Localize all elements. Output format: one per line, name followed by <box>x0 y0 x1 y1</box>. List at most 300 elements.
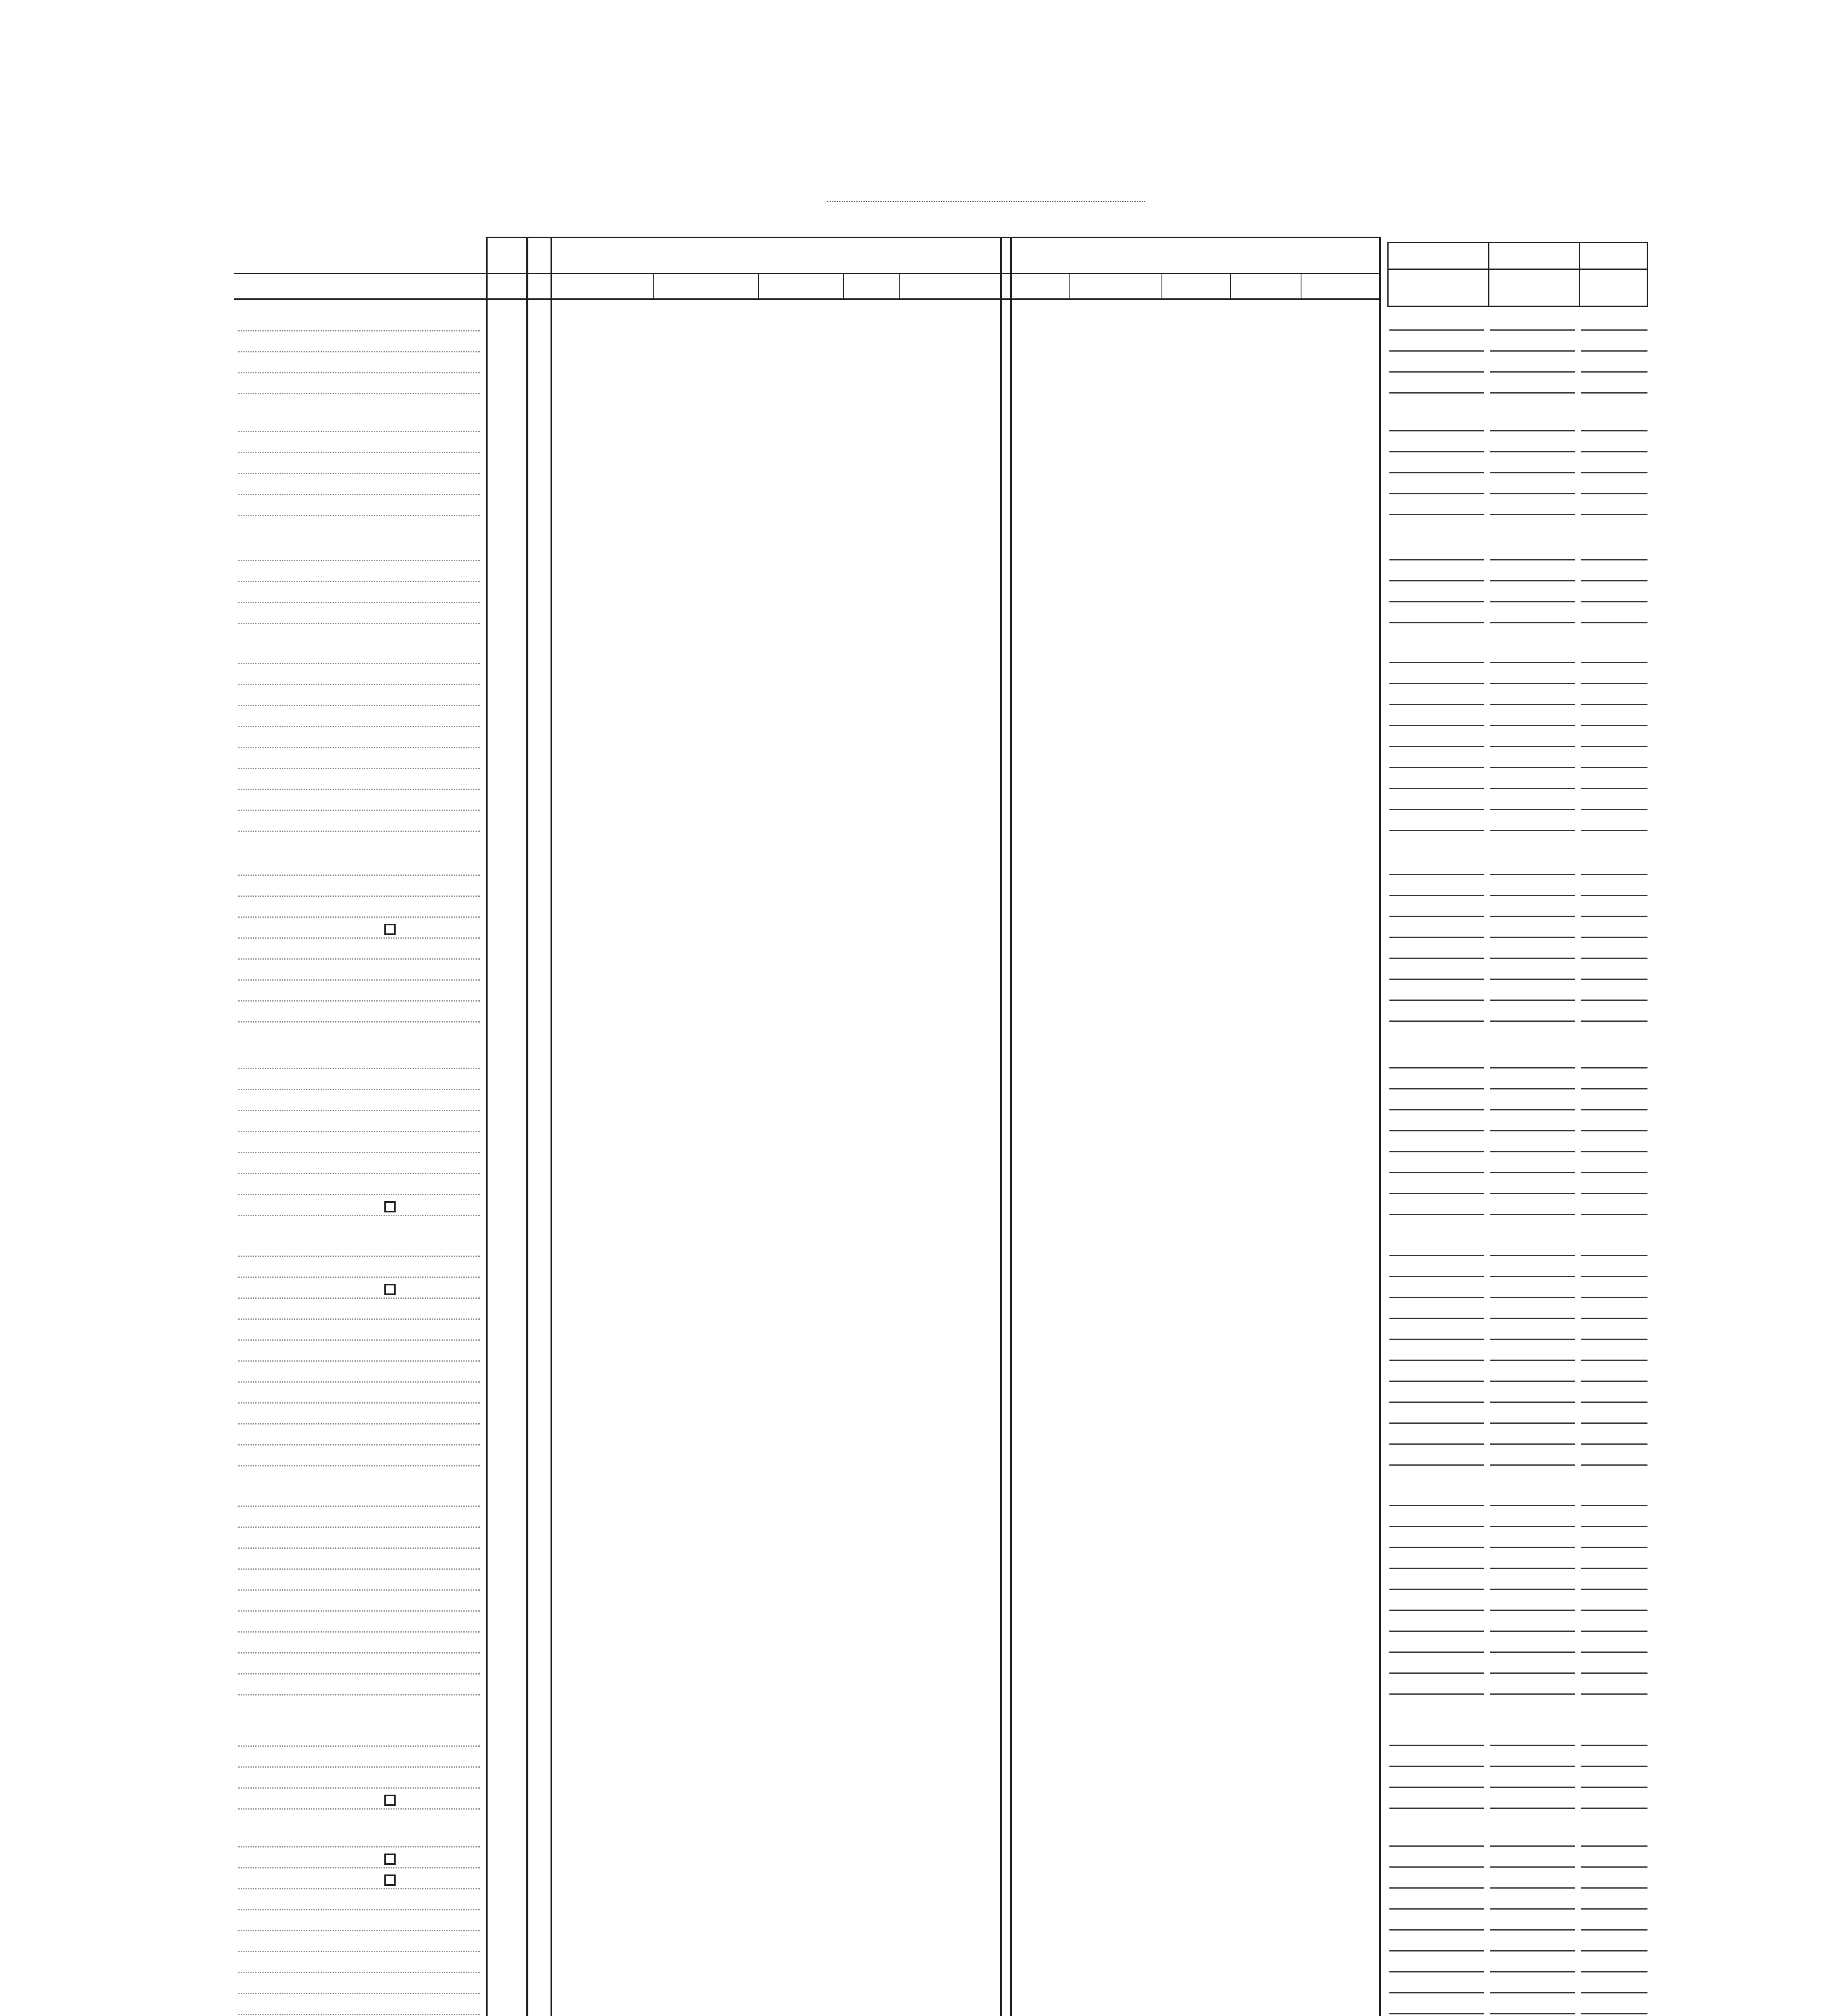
leader-dots <box>238 452 480 453</box>
leader-dots <box>238 1888 480 1889</box>
entry-underline <box>1389 958 1484 959</box>
entry-underline <box>1581 1693 1647 1695</box>
entry-underline <box>1490 1443 1575 1445</box>
leader-dots <box>238 560 480 561</box>
entry-underline <box>1389 1214 1484 1215</box>
leader-dots <box>238 581 480 582</box>
entry-underline <box>1581 451 1647 452</box>
leader-dots <box>238 875 480 876</box>
group-divider-line <box>1000 237 1002 2016</box>
entry-underline <box>1490 979 1575 980</box>
entry-underline <box>1581 1589 1647 1590</box>
entry-underline <box>1490 662 1575 663</box>
entry-underline <box>1490 1109 1575 1110</box>
entry-underline <box>1581 1610 1647 1611</box>
leader-dots <box>238 1951 480 1952</box>
leader-dots <box>238 1527 480 1528</box>
leader-dots <box>238 1993 480 1994</box>
entry-underline <box>1490 1589 1575 1590</box>
leader-dots <box>238 1339 480 1341</box>
entry-underline <box>1581 1568 1647 1569</box>
entry-underline <box>1389 1887 1484 1889</box>
entry-underline <box>1581 1402 1647 1403</box>
group15-left-line <box>1010 237 1012 2016</box>
leader-dots <box>238 1318 480 1320</box>
entry-underline <box>1490 1908 1575 1910</box>
leader-dots <box>238 1631 480 1633</box>
entry-underline <box>1490 1745 1575 1746</box>
entry-underline <box>1389 1339 1484 1340</box>
entry-underline <box>1490 937 1575 938</box>
entry-underline <box>1389 601 1484 602</box>
entry-underline <box>1490 1151 1575 1152</box>
entry-underline <box>1490 1766 1575 1767</box>
entry-underline <box>1389 683 1484 684</box>
entry-underline <box>1490 1402 1575 1403</box>
entry-underline <box>1490 788 1575 789</box>
entry-underline <box>1389 1464 1484 1466</box>
leader-dots <box>238 810 480 811</box>
entry-underline <box>1490 1568 1575 1569</box>
entry-underline <box>1490 2013 1575 2014</box>
entry-underline <box>1581 809 1647 810</box>
leader-dots <box>238 1808 480 1810</box>
leader-dots <box>238 1568 480 1570</box>
leader-dots <box>238 1068 480 1069</box>
entry-underline <box>1581 350 1647 352</box>
leader-dots <box>238 831 480 832</box>
entry-underline <box>1389 767 1484 768</box>
leader-dots <box>238 1652 480 1654</box>
entry-underline <box>1581 371 1647 373</box>
leader-dots <box>238 916 480 918</box>
leader-dots <box>238 623 480 624</box>
entry-underline <box>1389 1297 1484 1298</box>
entry-underline <box>1490 472 1575 473</box>
entry-underline <box>1581 1672 1647 1674</box>
col-sep <box>1069 273 1070 300</box>
leader-dots <box>238 372 480 373</box>
entry-underline <box>1490 895 1575 896</box>
entry-underline <box>1581 1971 1647 1972</box>
entry-underline <box>1581 514 1647 515</box>
entry-underline <box>1490 1526 1575 1527</box>
entry-underline <box>1490 1020 1575 1022</box>
entry-underline <box>1581 916 1647 917</box>
leader-dots <box>238 1465 480 1466</box>
entry-underline <box>1581 1067 1647 1068</box>
entry-underline <box>1490 1318 1575 1319</box>
leader-dots <box>238 1173 480 1174</box>
entry-underline <box>1490 371 1575 373</box>
entry-underline <box>1490 1276 1575 1277</box>
entry-underline <box>1490 1672 1575 1674</box>
entry-underline <box>1581 1339 1647 1340</box>
entry-underline <box>1389 725 1484 726</box>
entry-underline <box>1490 1000 1575 1001</box>
leader-dots <box>238 494 480 495</box>
leader-dots <box>238 431 480 432</box>
entry-underline <box>1490 1887 1575 1889</box>
entry-underline <box>1581 1088 1647 1089</box>
entry-underline <box>1490 350 1575 352</box>
entry-underline <box>1490 958 1575 959</box>
entry-underline <box>1581 1381 1647 1382</box>
entry-underline <box>1389 1631 1484 1632</box>
entry-underline <box>1389 662 1484 663</box>
extra-mid-rule <box>1387 269 1647 270</box>
entry-underline <box>1490 1610 1575 1611</box>
entry-underline <box>1581 1808 1647 1809</box>
entry-underline <box>1490 559 1575 560</box>
entry-underline <box>1389 830 1484 831</box>
extra-bottom-rule <box>1387 306 1647 307</box>
leader-dots <box>238 958 480 960</box>
height-column-left-line <box>486 237 488 2016</box>
entry-underline <box>1389 329 1484 331</box>
entry-underline <box>1490 430 1575 431</box>
iii-column-right-line <box>551 237 552 2016</box>
leader-dots <box>238 1021 480 1023</box>
leader-dots <box>238 1930 480 1931</box>
entry-underline <box>1490 1360 1575 1361</box>
leader-dots <box>238 1589 480 1591</box>
entry-underline <box>1389 1151 1484 1152</box>
leader-dots <box>238 789 480 790</box>
entry-underline <box>1581 1318 1647 1319</box>
entry-underline <box>1389 350 1484 352</box>
entry-underline <box>1581 1631 1647 1632</box>
entry-underline <box>1581 1766 1647 1767</box>
entry-underline <box>1490 1631 1575 1632</box>
entry-underline <box>1389 371 1484 373</box>
square-marker <box>384 1854 396 1865</box>
extra-divider-2 <box>1579 242 1580 307</box>
leader-dots <box>238 896 480 897</box>
entry-underline <box>1581 1214 1647 1215</box>
extra-divider-1 <box>1488 242 1489 307</box>
entry-underline <box>1389 622 1484 623</box>
entry-underline <box>1389 874 1484 875</box>
entry-underline <box>1389 1109 1484 1110</box>
leader-dots <box>238 1846 480 1847</box>
entry-underline <box>1581 2013 1647 2014</box>
column-header-rule <box>234 298 1381 300</box>
entry-underline <box>1490 1422 1575 1424</box>
leader-dots <box>238 979 480 981</box>
leader-dots <box>238 1215 480 1216</box>
col-sep <box>899 273 900 300</box>
entry-underline <box>1581 1193 1647 1194</box>
entry-underline <box>1581 1443 1647 1445</box>
leader-dots <box>238 937 480 939</box>
entry-underline <box>1490 1193 1575 1194</box>
entry-underline <box>1389 1422 1484 1424</box>
height-column-right-line <box>526 237 528 2016</box>
entry-underline <box>1389 1845 1484 1847</box>
entry-underline <box>1581 683 1647 684</box>
extra-left-line <box>1387 242 1389 307</box>
entry-underline <box>1490 767 1575 768</box>
entry-underline <box>1581 493 1647 494</box>
entry-underline <box>1389 472 1484 473</box>
entry-underline <box>1389 1808 1484 1809</box>
leader-dots <box>238 1766 480 1768</box>
entry-underline <box>1389 392 1484 394</box>
entry-underline <box>1581 662 1647 663</box>
entry-underline <box>1490 1787 1575 1788</box>
entry-underline <box>1581 580 1647 581</box>
col-sep <box>843 273 844 300</box>
leader-dots <box>238 1381 480 1383</box>
entry-underline <box>1490 1652 1575 1653</box>
leader-dots <box>238 1194 480 1195</box>
entry-underline <box>1490 1866 1575 1868</box>
entry-underline <box>1490 1693 1575 1695</box>
leader-dots <box>238 726 480 727</box>
leader-dots <box>238 684 480 685</box>
entry-underline <box>1389 1992 1484 1993</box>
entry-underline <box>1581 725 1647 726</box>
extra-right-line <box>1647 242 1648 307</box>
entry-underline <box>1581 1992 1647 1993</box>
entry-underline <box>1581 1130 1647 1131</box>
leader-dots <box>238 663 480 664</box>
leader-dots <box>238 1972 480 1973</box>
entry-underline <box>1389 979 1484 980</box>
entry-underline <box>1581 874 1647 875</box>
entry-underline <box>1389 1526 1484 1527</box>
leader-dots <box>238 473 480 474</box>
entry-underline <box>1389 1443 1484 1445</box>
entry-underline <box>1581 1866 1647 1868</box>
entry-underline <box>1490 1505 1575 1506</box>
entry-underline <box>1490 580 1575 581</box>
leader-dots <box>238 747 480 748</box>
group-header-rule <box>234 273 1381 274</box>
leader-dots <box>238 1547 480 1549</box>
entry-underline <box>1581 1255 1647 1256</box>
entry-underline <box>1581 1547 1647 1548</box>
leader-dots <box>238 1444 480 1445</box>
entry-underline <box>1581 601 1647 602</box>
leader-dots <box>238 1867 480 1868</box>
leader-dots <box>238 1506 480 1507</box>
leader-dots <box>238 330 480 331</box>
entry-underline <box>1389 1610 1484 1611</box>
col-sep <box>758 273 759 300</box>
entry-underline <box>1581 1020 1647 1022</box>
entry-underline <box>1389 1929 1484 1931</box>
square-marker <box>384 1284 396 1295</box>
leader-dots <box>238 1610 480 1612</box>
entry-underline <box>1581 1172 1647 1173</box>
entry-underline <box>1490 1214 1575 1215</box>
square-marker <box>384 1874 396 1886</box>
entry-underline <box>1490 809 1575 810</box>
entry-underline <box>1490 1130 1575 1131</box>
table-right-line <box>1379 237 1381 2016</box>
entry-underline <box>1581 704 1647 705</box>
entry-underline <box>1581 1151 1647 1152</box>
entry-underline <box>1490 1067 1575 1068</box>
entry-underline <box>1581 1526 1647 1527</box>
leader-dots <box>238 1131 480 1132</box>
entry-underline <box>1389 1088 1484 1089</box>
entry-underline <box>1490 1992 1575 1993</box>
entry-underline <box>1581 979 1647 980</box>
entry-underline <box>1581 788 1647 789</box>
leader-dots <box>238 351 480 352</box>
entry-underline <box>1581 1745 1647 1746</box>
leader-dots <box>238 602 480 603</box>
entry-underline <box>1389 1276 1484 1277</box>
col-sep <box>1230 273 1231 300</box>
entry-underline <box>1389 1318 1484 1319</box>
entry-underline <box>1389 580 1484 581</box>
entry-underline <box>1389 1381 1484 1382</box>
entry-underline <box>1389 1589 1484 1590</box>
entry-underline <box>1389 1020 1484 1022</box>
entry-underline <box>1581 937 1647 938</box>
entry-underline <box>1490 1547 1575 1548</box>
leader-dots <box>238 768 480 769</box>
entry-underline <box>1490 1971 1575 1972</box>
entry-underline <box>1389 493 1484 494</box>
entry-underline <box>1389 1908 1484 1910</box>
entry-underline <box>1389 1402 1484 1403</box>
leader-dots <box>238 393 480 394</box>
col-sep <box>653 273 654 300</box>
entry-underline <box>1389 1766 1484 1767</box>
entry-underline <box>1490 1464 1575 1466</box>
leader-dots <box>238 1110 480 1111</box>
entry-underline <box>1581 1929 1647 1931</box>
entry-underline <box>1389 937 1484 938</box>
entry-underline <box>1581 1505 1647 1506</box>
entry-underline <box>1581 767 1647 768</box>
entry-underline <box>1389 1255 1484 1256</box>
leader-dots <box>238 1673 480 1674</box>
entry-underline <box>1389 1505 1484 1506</box>
entry-underline <box>1389 2013 1484 2014</box>
entry-underline <box>1389 1067 1484 1068</box>
entry-underline <box>1389 1950 1484 1951</box>
entry-underline <box>1581 1787 1647 1788</box>
entry-underline <box>1581 1464 1647 1466</box>
entry-underline <box>1389 1000 1484 1001</box>
entry-underline <box>1581 1297 1647 1298</box>
entry-underline <box>1490 514 1575 515</box>
entry-underline <box>1581 392 1647 394</box>
square-marker <box>384 924 396 935</box>
leader-dots <box>238 1089 480 1090</box>
entry-underline <box>1490 1929 1575 1931</box>
entry-underline <box>1581 1360 1647 1361</box>
entry-underline <box>1389 895 1484 896</box>
entry-underline <box>1490 1808 1575 1809</box>
entry-underline <box>1581 430 1647 431</box>
square-marker <box>384 1201 396 1212</box>
entry-underline <box>1389 746 1484 747</box>
leader-dots <box>238 705 480 706</box>
entry-underline <box>1581 830 1647 831</box>
leader-dots <box>238 1297 480 1299</box>
entry-underline <box>1389 916 1484 917</box>
entry-underline <box>1490 1297 1575 1298</box>
leader-dots <box>238 1423 480 1425</box>
entry-underline <box>1389 1130 1484 1131</box>
entry-underline <box>1490 704 1575 705</box>
entry-underline <box>1581 559 1647 560</box>
entry-underline <box>1389 430 1484 431</box>
entry-underline <box>1490 916 1575 917</box>
entry-underline <box>1490 830 1575 831</box>
entry-underline <box>1389 1866 1484 1868</box>
entry-underline <box>1490 1255 1575 1256</box>
entry-underline <box>1389 451 1484 452</box>
entry-underline <box>1581 1908 1647 1910</box>
entry-underline <box>1389 1971 1484 1972</box>
entry-underline <box>1490 746 1575 747</box>
leader-dots <box>238 1909 480 1910</box>
entry-underline <box>1490 1088 1575 1089</box>
entry-underline <box>1389 559 1484 560</box>
entry-underline <box>1389 1568 1484 1569</box>
leader-dots <box>238 1694 480 1695</box>
entry-underline <box>1389 514 1484 515</box>
entry-underline <box>1490 451 1575 452</box>
entry-underline <box>1581 1887 1647 1889</box>
entry-underline <box>1490 725 1575 726</box>
entry-underline <box>1389 1193 1484 1194</box>
entry-underline <box>1581 622 1647 623</box>
leader-dots <box>238 1745 480 1747</box>
leader-dots <box>238 1152 480 1153</box>
entry-underline <box>1490 874 1575 875</box>
entry-underline <box>1581 1109 1647 1110</box>
extra-top-rule <box>1387 242 1647 243</box>
entry-underline <box>1389 704 1484 705</box>
entry-underline <box>1389 788 1484 789</box>
entry-underline <box>1581 1845 1647 1847</box>
leader-dots <box>238 1000 480 1002</box>
leader-dots <box>238 1787 480 1789</box>
entry-underline <box>1389 1693 1484 1695</box>
entry-underline <box>1490 493 1575 494</box>
entry-underline <box>1389 1360 1484 1361</box>
entry-underline <box>1490 1845 1575 1847</box>
leader-dots <box>238 1256 480 1257</box>
entry-underline <box>1389 1787 1484 1788</box>
entry-underline <box>1581 958 1647 959</box>
entry-underline <box>1389 809 1484 810</box>
entry-underline <box>1581 1000 1647 1001</box>
entry-underline <box>1490 392 1575 394</box>
entry-underline <box>1389 1172 1484 1173</box>
entry-underline <box>1389 1672 1484 1674</box>
square-marker <box>384 1795 396 1806</box>
entry-underline <box>1581 472 1647 473</box>
entry-underline <box>1581 895 1647 896</box>
entry-underline <box>1581 1276 1647 1277</box>
entry-underline <box>1490 1339 1575 1340</box>
entry-underline <box>1581 1652 1647 1653</box>
entry-underline <box>1581 1422 1647 1424</box>
entry-underline <box>1490 601 1575 602</box>
entry-underline <box>1490 1381 1575 1382</box>
date-underline <box>827 201 1145 202</box>
